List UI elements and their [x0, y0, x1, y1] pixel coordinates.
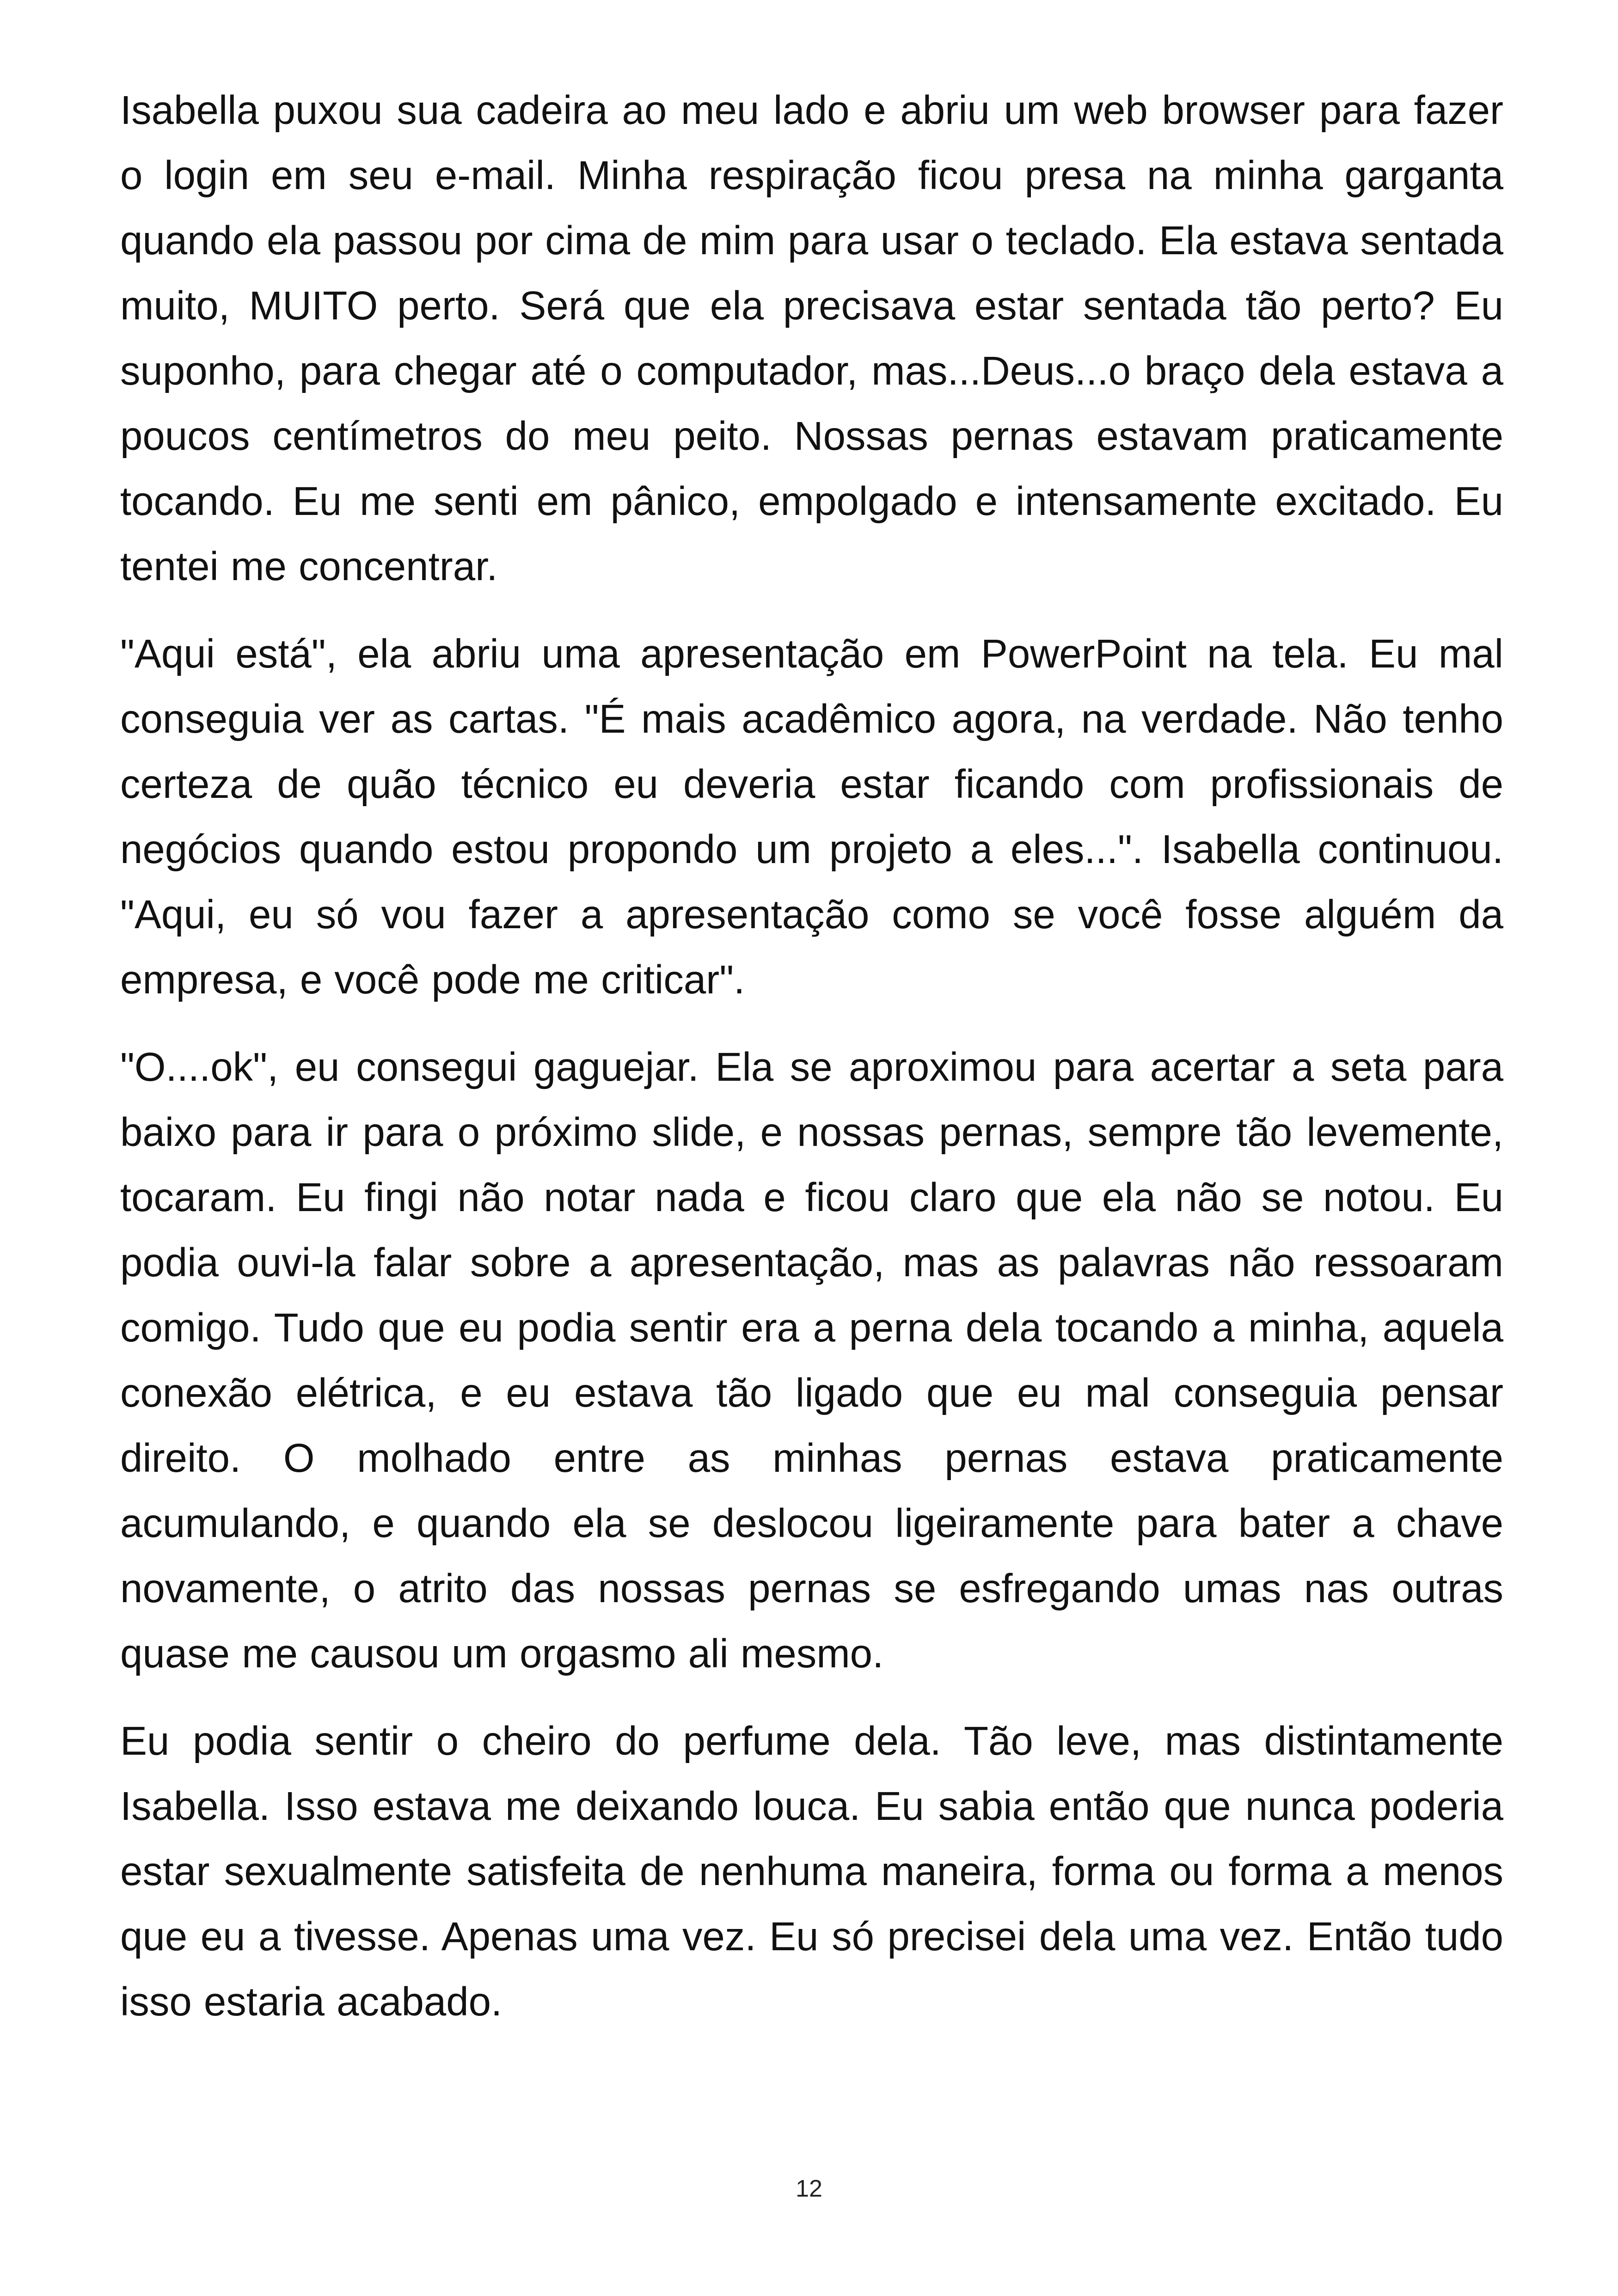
paragraph-4: Eu podia sentir o cheiro do perfume dela. Tão leve, mas distintamente Isabella. Isso estava me deixando louca. Eu sabia então que nunca poderia estar sexualmente satisfeita de nenhuma maneira, forma ou forma a menos que eu a tivesse. Apenas uma vez. Eu só precisei dela uma vez. Então tudo isso estaria acabado. [120, 1719, 1503, 2024]
paragraph-2: "Aqui está", ela abriu uma apresentação em PowerPoint na tela. Eu mal conseguia ver as cartas. "É mais acadêmico agora, na verdade. Não tenho certeza de quão técnico eu deveria estar ficando com profissionais de negócios quando estou propondo um projeto a eles...". Isabella continuou. "Aqui, eu só vou fazer a apresentação como se você fosse alguém da empresa, e você pode me criticar". [120, 631, 1503, 1002]
page-number: 12 [796, 2175, 822, 2202]
paragraph-3: "O....ok", eu consegui gaguejar. Ela se aproximou para acertar a seta para baixo para ir para o próximo slide, e nossas pernas, sempre tão levemente, tocaram. Eu fingi não notar nada e ficou claro que ela não se notou. Eu podia ouvi-la falar sobre a apresentação, mas as palavras não ressoaram comigo. Tudo que eu podia sentir era a perna dela tocando a minha, aquela conexão elétrica, e eu estava tão ligado que eu mal conseguia pensar direito. O molhado entre as minhas pernas estava praticamente acumulando, e quando ela se deslocou ligeiramente para bater a chave novamente, o atrito das nossas pernas se esfregando umas nas outras quase me causou um orgasmo ali mesmo. [120, 1045, 1503, 1676]
paragraph-1: Isabella puxou sua cadeira ao meu lado e abriu um web browser para fazer o login em seu e-mail. Minha respiração ficou presa na minha garganta quando ela passou por cima de mim para usar o teclado. Ela estava sentada muito, MUITO perto. Será que ela precisava estar sentada tão perto? Eu suponho, para chegar até o computador, mas...Deus...o braço dela estava a poucos centímetros do meu peito. Nossas pernas estavam praticamente tocando. Eu me senti em pânico, empolgado e intensamente excitado. Eu tentei me concentrar. [120, 88, 1503, 589]
body-text [120, 78, 1503, 2057]
